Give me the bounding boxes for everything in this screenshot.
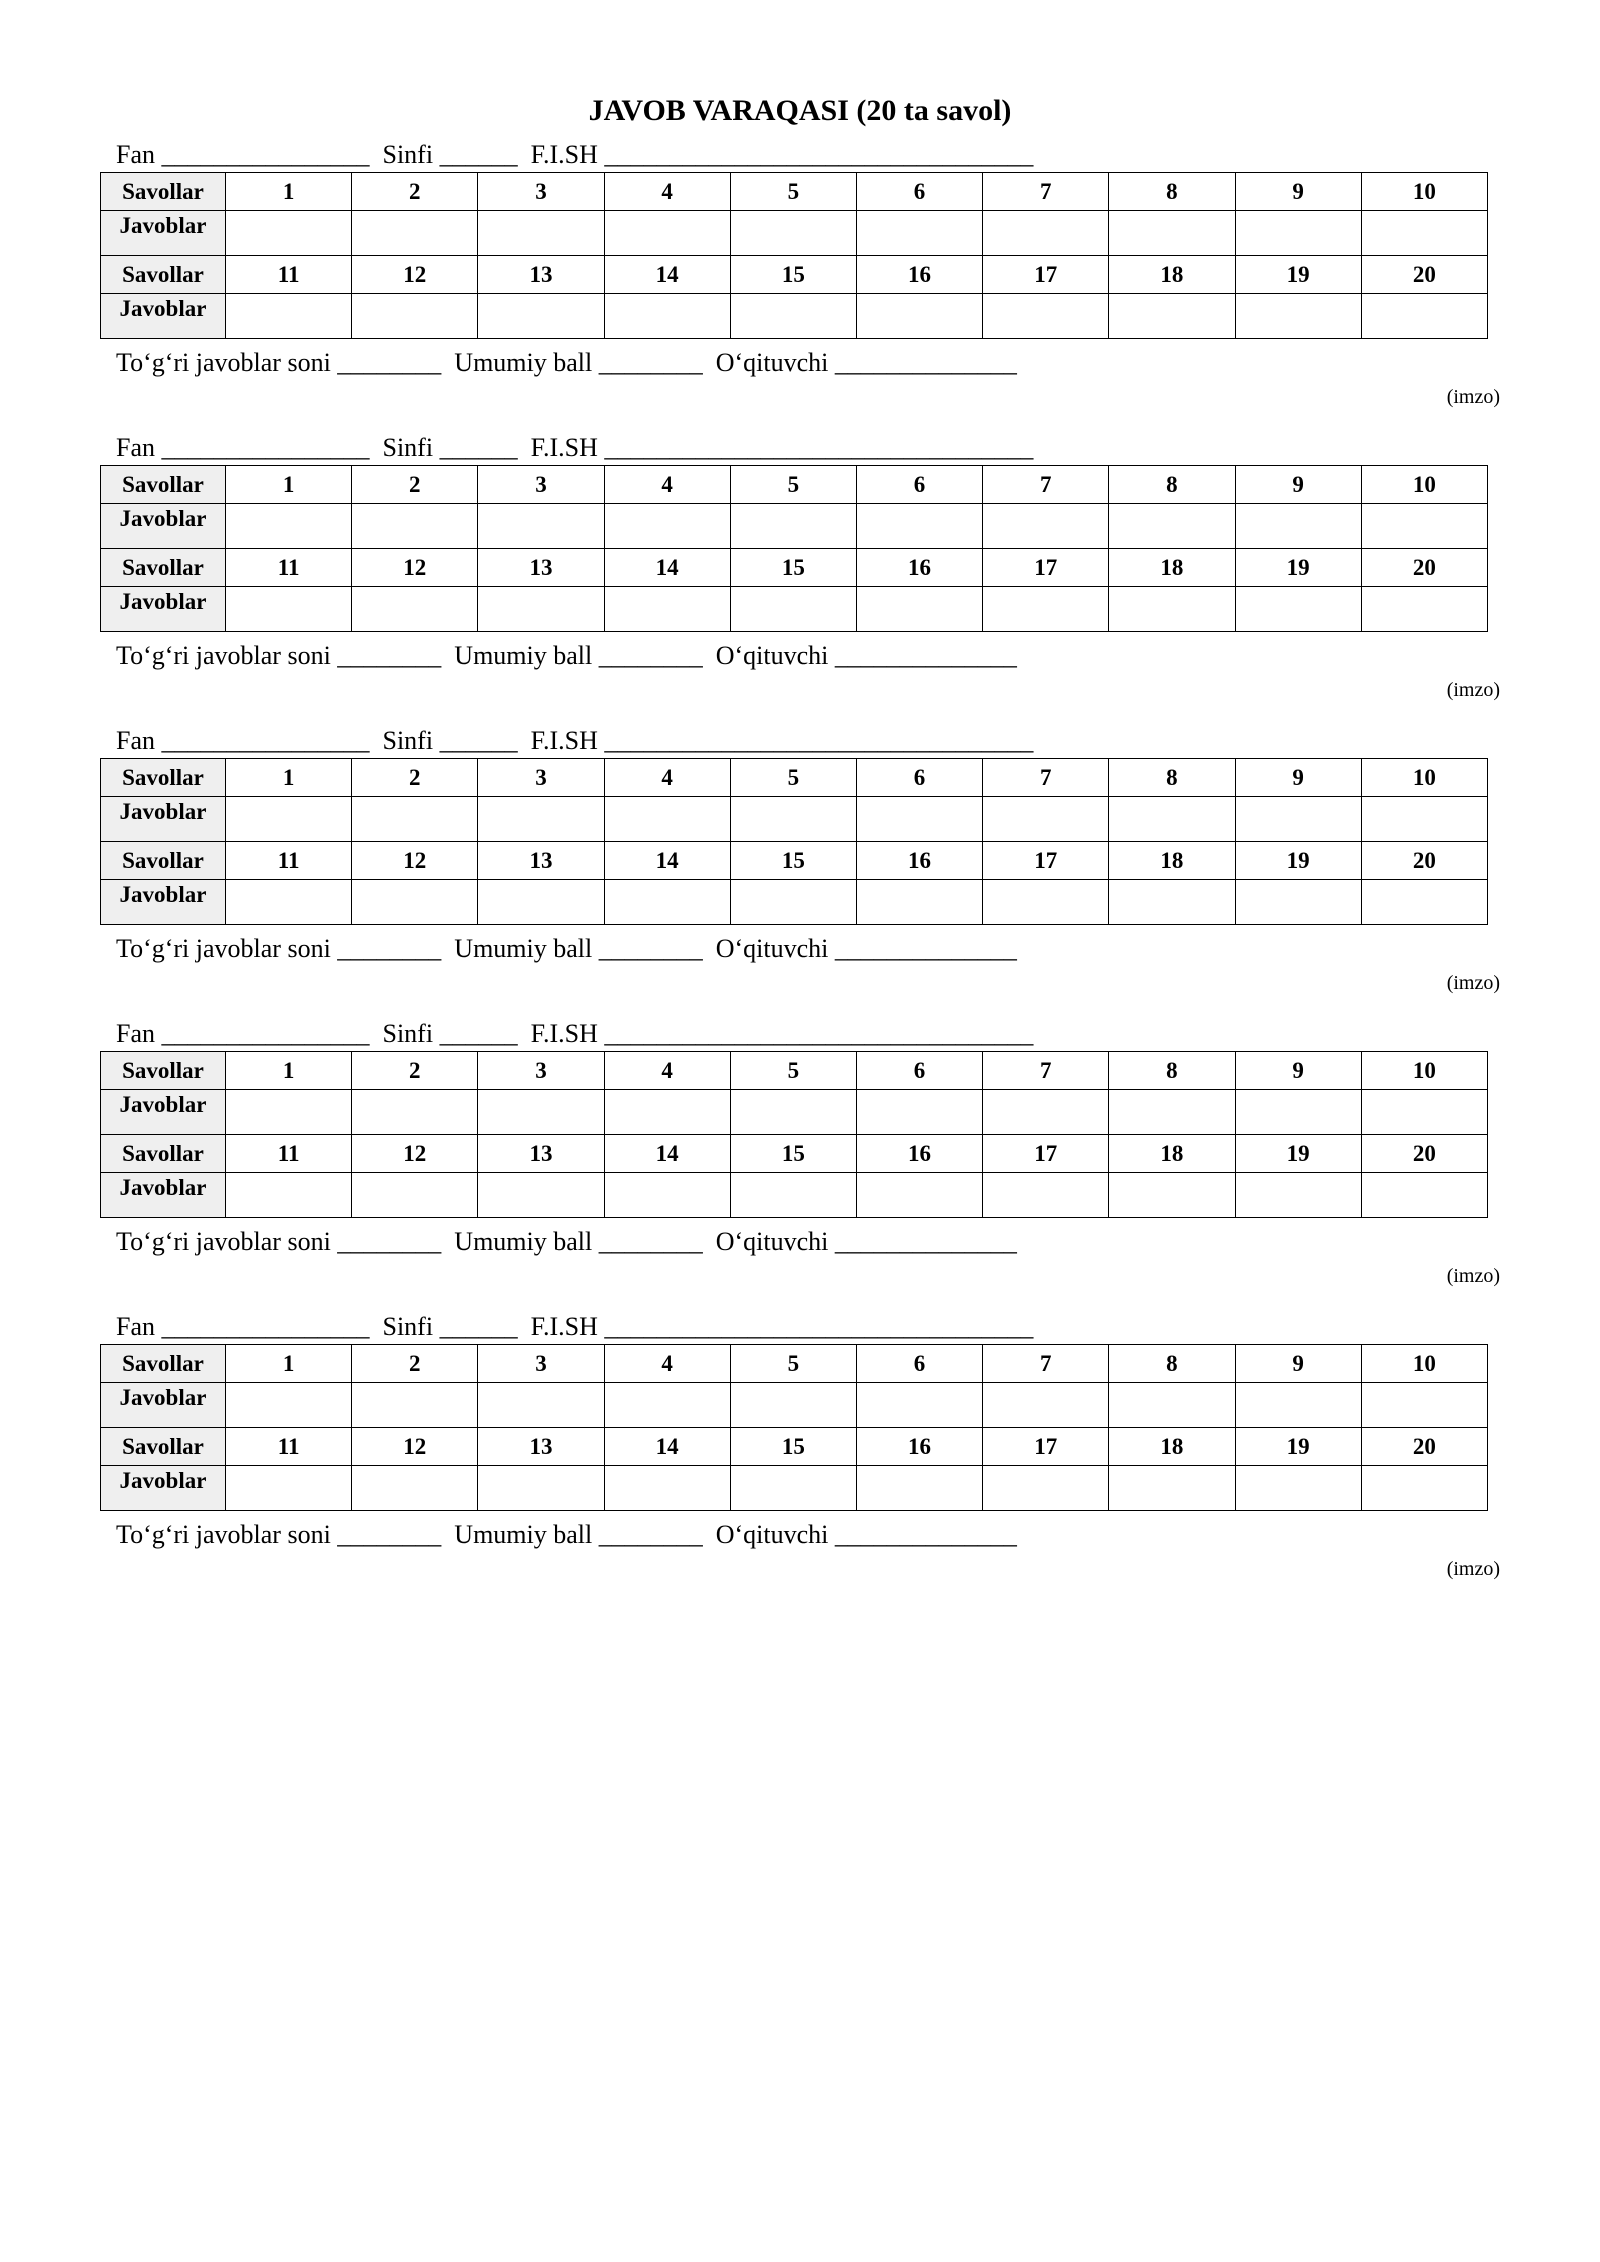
answer-cell[interactable] [226, 587, 352, 632]
question-number-cell: 19 [1235, 842, 1361, 880]
correct-count-field[interactable]: To‘g‘ri javoblar soni ________ [116, 348, 442, 377]
answer-cell[interactable] [1109, 797, 1235, 842]
class-field[interactable]: Sinfi ______ [382, 1019, 518, 1048]
question-number-cell: 4 [604, 1052, 730, 1090]
answer-cell[interactable] [983, 1090, 1109, 1135]
signature-label: (imzo) [1446, 1558, 1500, 1580]
class-field[interactable]: Sinfi ______ [382, 1312, 518, 1341]
question-number-cell: 7 [983, 173, 1109, 211]
question-number-cell: 5 [730, 759, 856, 797]
answer-cell[interactable] [604, 294, 730, 339]
answer-cell[interactable] [730, 294, 856, 339]
answer-cell[interactable] [983, 880, 1109, 925]
question-number-cell: 10 [1361, 1052, 1487, 1090]
questions-label: Savollar [101, 1052, 226, 1090]
answers-row-1 [101, 504, 1488, 549]
question-number-cell: 17 [983, 1135, 1109, 1173]
question-number-cell: 12 [352, 1428, 478, 1466]
question-number-cell: 20 [1361, 1135, 1487, 1173]
question-number-cell: 20 [1361, 549, 1487, 587]
answer-form-block [100, 433, 1500, 704]
teacher-field[interactable]: O‘qituvchi ______________ [715, 1520, 1017, 1549]
answer-cell[interactable] [604, 1090, 730, 1135]
answer-cell[interactable] [856, 1173, 982, 1218]
subject-field[interactable]: Fan ________________ [116, 140, 370, 169]
fullname-field[interactable]: F.I.SH _________________________________ [530, 140, 1034, 169]
answer-cell[interactable] [352, 294, 478, 339]
subject-field[interactable]: Fan ________________ [116, 1312, 370, 1341]
answer-cell[interactable] [1109, 294, 1235, 339]
answer-cell[interactable] [1361, 880, 1487, 925]
answer-cell[interactable] [478, 880, 604, 925]
correct-count-field[interactable]: To‘g‘ri javoblar soni ________ [116, 1520, 442, 1549]
question-number-cell: 8 [1109, 466, 1235, 504]
fullname-field[interactable]: F.I.SH _________________________________ [530, 433, 1034, 462]
question-number-cell: 6 [856, 759, 982, 797]
answers-row-2 [101, 294, 1488, 339]
answer-cell[interactable] [1361, 1383, 1487, 1428]
question-number-cell: 3 [478, 1345, 604, 1383]
answer-cell[interactable] [604, 504, 730, 549]
question-number-cell: 19 [1235, 549, 1361, 587]
question-number-cell: 19 [1235, 1428, 1361, 1466]
signature-label: (imzo) [1446, 972, 1500, 994]
answer-cell[interactable] [856, 880, 982, 925]
question-number-cell: 7 [983, 1052, 1109, 1090]
question-number-cell: 12 [352, 842, 478, 880]
questions-label: Savollar [101, 1345, 226, 1383]
question-number-cell: 9 [1235, 466, 1361, 504]
question-number-cell: 12 [352, 1135, 478, 1173]
answer-form-block [100, 1312, 1500, 1583]
question-number-cell: 20 [1361, 842, 1487, 880]
answers-row-2 [101, 587, 1488, 632]
question-number-cell: 18 [1109, 549, 1235, 587]
questions-row-2 [101, 1135, 1488, 1173]
answer-form-block [100, 140, 1500, 411]
answer-cell[interactable] [730, 211, 856, 256]
questions-label: Savollar [101, 1135, 226, 1173]
answers-label: Javoblar [101, 1383, 226, 1428]
answers-row-2 [101, 880, 1488, 925]
question-number-cell: 15 [730, 1428, 856, 1466]
questions-row-1 [101, 1052, 1488, 1090]
answer-cell[interactable] [983, 504, 1109, 549]
question-number-cell: 12 [352, 549, 478, 587]
question-number-cell: 14 [604, 549, 730, 587]
answers-row-1 [101, 797, 1488, 842]
answer-cell[interactable] [1235, 1173, 1361, 1218]
answers-label: Javoblar [101, 1090, 226, 1135]
question-number-cell: 5 [730, 173, 856, 211]
answer-cell[interactable] [1109, 211, 1235, 256]
answer-cell[interactable] [983, 1466, 1109, 1511]
answer-grid [100, 465, 1488, 632]
score-line [100, 640, 1500, 672]
class-field[interactable]: Sinfi ______ [382, 433, 518, 462]
student-info-line [100, 726, 1500, 756]
correct-count-field[interactable]: To‘g‘ri javoblar soni ________ [116, 641, 442, 670]
question-number-cell: 13 [478, 1135, 604, 1173]
answer-cell[interactable] [1235, 1466, 1361, 1511]
question-number-cell: 11 [226, 1135, 352, 1173]
score-line [100, 933, 1500, 965]
question-number-cell: 1 [226, 466, 352, 504]
question-number-cell: 4 [604, 1345, 730, 1383]
answer-cell[interactable] [604, 211, 730, 256]
question-number-cell: 1 [226, 173, 352, 211]
question-number-cell: 5 [730, 1345, 856, 1383]
total-score-field[interactable]: Umumiy ball ________ [454, 348, 703, 377]
answer-grid [100, 1051, 1488, 1218]
answer-cell[interactable] [478, 504, 604, 549]
answer-cell[interactable] [1109, 1466, 1235, 1511]
question-number-cell: 15 [730, 549, 856, 587]
answer-cell[interactable] [226, 1090, 352, 1135]
answer-grid [100, 1344, 1488, 1511]
answer-cell[interactable] [1361, 211, 1487, 256]
question-number-cell: 8 [1109, 1345, 1235, 1383]
question-number-cell: 6 [856, 173, 982, 211]
questions-label: Savollar [101, 256, 226, 294]
signature-label: (imzo) [1446, 679, 1500, 701]
question-number-cell: 8 [1109, 173, 1235, 211]
questions-row-2 [101, 842, 1488, 880]
question-number-cell: 16 [856, 1428, 982, 1466]
subject-field[interactable]: Fan ________________ [116, 1019, 370, 1048]
question-number-cell: 19 [1235, 1135, 1361, 1173]
total-score-field[interactable]: Umumiy ball ________ [454, 641, 703, 670]
class-field[interactable]: Sinfi ______ [382, 140, 518, 169]
answer-cell[interactable] [1109, 587, 1235, 632]
question-number-cell: 10 [1361, 1345, 1487, 1383]
questions-label: Savollar [101, 1428, 226, 1466]
answer-cell[interactable] [1109, 880, 1235, 925]
answer-cell[interactable] [856, 504, 982, 549]
answer-cell[interactable] [604, 1383, 730, 1428]
question-number-cell: 18 [1109, 1428, 1235, 1466]
answer-cell[interactable] [478, 1173, 604, 1218]
answer-cell[interactable] [226, 797, 352, 842]
teacher-field[interactable]: O‘qituvchi ______________ [715, 641, 1017, 670]
question-number-cell: 18 [1109, 842, 1235, 880]
question-number-cell: 6 [856, 1345, 982, 1383]
answer-cell[interactable] [730, 587, 856, 632]
question-number-cell: 2 [352, 1345, 478, 1383]
answer-cell[interactable] [478, 1466, 604, 1511]
answer-cell[interactable] [352, 1090, 478, 1135]
answers-label: Javoblar [101, 211, 226, 256]
question-number-cell: 3 [478, 759, 604, 797]
question-number-cell: 18 [1109, 1135, 1235, 1173]
student-info-line [100, 140, 1500, 170]
questions-label: Savollar [101, 759, 226, 797]
questions-row-1 [101, 466, 1488, 504]
answer-cell[interactable] [1235, 1090, 1361, 1135]
answers-label: Javoblar [101, 294, 226, 339]
question-number-cell: 10 [1361, 759, 1487, 797]
answer-cell[interactable] [226, 1173, 352, 1218]
answers-label: Javoblar [101, 1466, 226, 1511]
question-number-cell: 7 [983, 466, 1109, 504]
question-number-cell: 14 [604, 256, 730, 294]
fullname-field[interactable]: F.I.SH _________________________________ [530, 1312, 1034, 1341]
answer-cell[interactable] [226, 880, 352, 925]
answers-label: Javoblar [101, 587, 226, 632]
answer-cell[interactable] [352, 1173, 478, 1218]
question-number-cell: 12 [352, 256, 478, 294]
answer-cell[interactable] [983, 1383, 1109, 1428]
answer-cell[interactable] [730, 504, 856, 549]
correct-count-field[interactable]: To‘g‘ri javoblar soni ________ [116, 1227, 442, 1256]
answer-cell[interactable] [983, 797, 1109, 842]
question-number-cell: 8 [1109, 1052, 1235, 1090]
question-number-cell: 13 [478, 842, 604, 880]
answer-cell[interactable] [604, 1466, 730, 1511]
answer-cell[interactable] [352, 504, 478, 549]
answer-cell[interactable] [1361, 797, 1487, 842]
question-number-cell: 15 [730, 256, 856, 294]
signature-label: (imzo) [1446, 1265, 1500, 1287]
question-number-cell: 17 [983, 842, 1109, 880]
question-number-cell: 3 [478, 466, 604, 504]
questions-label: Savollar [101, 549, 226, 587]
answer-cell[interactable] [730, 1090, 856, 1135]
answers-row-1 [101, 1090, 1488, 1135]
question-number-cell: 19 [1235, 256, 1361, 294]
answer-cell[interactable] [478, 294, 604, 339]
subject-field[interactable]: Fan ________________ [116, 433, 370, 462]
answer-cell[interactable] [983, 587, 1109, 632]
question-number-cell: 16 [856, 842, 982, 880]
answer-cell[interactable] [1109, 504, 1235, 549]
questions-row-2 [101, 549, 1488, 587]
answer-cell[interactable] [1235, 797, 1361, 842]
answer-cell[interactable] [352, 880, 478, 925]
answer-cell[interactable] [856, 797, 982, 842]
question-number-cell: 1 [226, 1345, 352, 1383]
questions-label: Savollar [101, 842, 226, 880]
question-number-cell: 8 [1109, 759, 1235, 797]
question-number-cell: 17 [983, 549, 1109, 587]
answer-cell[interactable] [1109, 1090, 1235, 1135]
question-number-cell: 14 [604, 842, 730, 880]
answer-cell[interactable] [983, 294, 1109, 339]
answer-cell[interactable] [730, 1173, 856, 1218]
answer-cell[interactable] [1361, 294, 1487, 339]
fullname-field[interactable]: F.I.SH _________________________________ [530, 1019, 1034, 1048]
answer-cell[interactable] [604, 587, 730, 632]
answer-cell[interactable] [1235, 211, 1361, 256]
question-number-cell: 11 [226, 256, 352, 294]
question-number-cell: 13 [478, 1428, 604, 1466]
answer-cell[interactable] [604, 797, 730, 842]
question-number-cell: 20 [1361, 1428, 1487, 1466]
question-number-cell: 2 [352, 466, 478, 504]
answer-cell[interactable] [352, 1466, 478, 1511]
question-number-cell: 3 [478, 1052, 604, 1090]
teacher-field[interactable]: O‘qituvchi ______________ [715, 348, 1017, 377]
answer-cell[interactable] [730, 880, 856, 925]
question-number-cell: 17 [983, 1428, 1109, 1466]
questions-label: Savollar [101, 173, 226, 211]
question-number-cell: 6 [856, 1052, 982, 1090]
question-number-cell: 11 [226, 842, 352, 880]
signature-label: (imzo) [1446, 386, 1500, 408]
question-number-cell: 13 [478, 549, 604, 587]
teacher-field[interactable]: O‘qituvchi ______________ [715, 934, 1017, 963]
answer-cell[interactable] [856, 211, 982, 256]
question-number-cell: 13 [478, 256, 604, 294]
answer-cell[interactable] [226, 1466, 352, 1511]
score-line [100, 347, 1500, 379]
answer-cell[interactable] [983, 211, 1109, 256]
question-number-cell: 2 [352, 173, 478, 211]
question-number-cell: 5 [730, 1052, 856, 1090]
answer-cell[interactable] [1361, 504, 1487, 549]
answer-grid [100, 172, 1488, 339]
answer-cell[interactable] [1109, 1173, 1235, 1218]
score-line [100, 1226, 1500, 1258]
answer-cell[interactable] [478, 587, 604, 632]
subject-field[interactable]: Fan ________________ [116, 726, 370, 755]
answers-row-1 [101, 1383, 1488, 1428]
questions-row-1 [101, 759, 1488, 797]
answers-label: Javoblar [101, 504, 226, 549]
answer-cell[interactable] [1361, 1090, 1487, 1135]
answer-cell[interactable] [352, 211, 478, 256]
question-number-cell: 16 [856, 549, 982, 587]
teacher-field[interactable]: O‘qituvchi ______________ [715, 1227, 1017, 1256]
answer-cell[interactable] [856, 1466, 982, 1511]
answer-cell[interactable] [352, 1383, 478, 1428]
answers-label: Javoblar [101, 797, 226, 842]
answers-row-2 [101, 1173, 1488, 1218]
answer-cell[interactable] [478, 797, 604, 842]
student-info-line [100, 1312, 1500, 1342]
answer-cell[interactable] [856, 587, 982, 632]
question-number-cell: 11 [226, 549, 352, 587]
total-score-field[interactable]: Umumiy ball ________ [454, 1227, 703, 1256]
answer-cell[interactable] [730, 1466, 856, 1511]
answer-cell[interactable] [478, 1090, 604, 1135]
answer-cell[interactable] [983, 1173, 1109, 1218]
question-number-cell: 17 [983, 256, 1109, 294]
student-info-line [100, 1019, 1500, 1049]
answer-cell[interactable] [352, 587, 478, 632]
answer-cell[interactable] [856, 294, 982, 339]
answer-cell[interactable] [226, 1383, 352, 1428]
question-number-cell: 9 [1235, 1345, 1361, 1383]
answer-cell[interactable] [478, 1383, 604, 1428]
question-number-cell: 1 [226, 1052, 352, 1090]
questions-row-1 [101, 1345, 1488, 1383]
question-number-cell: 9 [1235, 759, 1361, 797]
correct-count-field[interactable]: To‘g‘ri javoblar soni ________ [116, 934, 442, 963]
page-title: JAVOB VARAQASI (20 ta savol) [588, 94, 1012, 127]
question-number-cell: 4 [604, 173, 730, 211]
answer-grid [100, 758, 1488, 925]
question-number-cell: 16 [856, 256, 982, 294]
question-number-cell: 5 [730, 466, 856, 504]
answer-cell[interactable] [1235, 504, 1361, 549]
question-number-cell: 10 [1361, 173, 1487, 211]
fullname-field[interactable]: F.I.SH _________________________________ [530, 726, 1034, 755]
question-number-cell: 10 [1361, 466, 1487, 504]
answer-cell[interactable] [604, 880, 730, 925]
question-number-cell: 20 [1361, 256, 1487, 294]
answers-row-2 [101, 1466, 1488, 1511]
answer-cell[interactable] [856, 1383, 982, 1428]
question-number-cell: 15 [730, 842, 856, 880]
question-number-cell: 4 [604, 759, 730, 797]
answer-cell[interactable] [1361, 587, 1487, 632]
question-number-cell: 1 [226, 759, 352, 797]
student-info-line [100, 433, 1500, 463]
answer-cell[interactable] [478, 211, 604, 256]
answer-form-block [100, 726, 1500, 997]
questions-row-1 [101, 173, 1488, 211]
questions-label: Savollar [101, 466, 226, 504]
question-number-cell: 2 [352, 1052, 478, 1090]
question-number-cell: 7 [983, 759, 1109, 797]
answer-form-block [100, 1019, 1500, 1290]
answer-cell[interactable] [226, 211, 352, 256]
answer-cell[interactable] [604, 1173, 730, 1218]
answer-cell[interactable] [730, 797, 856, 842]
answer-cell[interactable] [1109, 1383, 1235, 1428]
answer-cell[interactable] [1361, 1466, 1487, 1511]
question-number-cell: 15 [730, 1135, 856, 1173]
answers-label: Javoblar [101, 1173, 226, 1218]
question-number-cell: 4 [604, 466, 730, 504]
question-number-cell: 18 [1109, 256, 1235, 294]
answer-cell[interactable] [352, 797, 478, 842]
questions-row-2 [101, 256, 1488, 294]
question-number-cell: 9 [1235, 173, 1361, 211]
question-number-cell: 3 [478, 173, 604, 211]
total-score-field[interactable]: Umumiy ball ________ [454, 1520, 703, 1549]
score-line [100, 1519, 1500, 1551]
question-number-cell: 6 [856, 466, 982, 504]
answers-label: Javoblar [101, 880, 226, 925]
answer-cell[interactable] [1361, 1173, 1487, 1218]
answer-cell[interactable] [226, 504, 352, 549]
answer-cell[interactable] [1235, 587, 1361, 632]
question-number-cell: 2 [352, 759, 478, 797]
question-number-cell: 11 [226, 1428, 352, 1466]
answer-cell[interactable] [856, 1090, 982, 1135]
answer-cell[interactable] [1235, 880, 1361, 925]
question-number-cell: 9 [1235, 1052, 1361, 1090]
question-number-cell: 7 [983, 1345, 1109, 1383]
question-number-cell: 14 [604, 1428, 730, 1466]
answer-cell[interactable] [730, 1383, 856, 1428]
question-number-cell: 14 [604, 1135, 730, 1173]
questions-row-2 [101, 1428, 1488, 1466]
question-number-cell: 16 [856, 1135, 982, 1173]
answer-cell[interactable] [226, 294, 352, 339]
answer-cell[interactable] [1235, 1383, 1361, 1428]
answers-row-1 [101, 211, 1488, 256]
total-score-field[interactable]: Umumiy ball ________ [454, 934, 703, 963]
class-field[interactable]: Sinfi ______ [382, 726, 518, 755]
answer-cell[interactable] [1235, 294, 1361, 339]
